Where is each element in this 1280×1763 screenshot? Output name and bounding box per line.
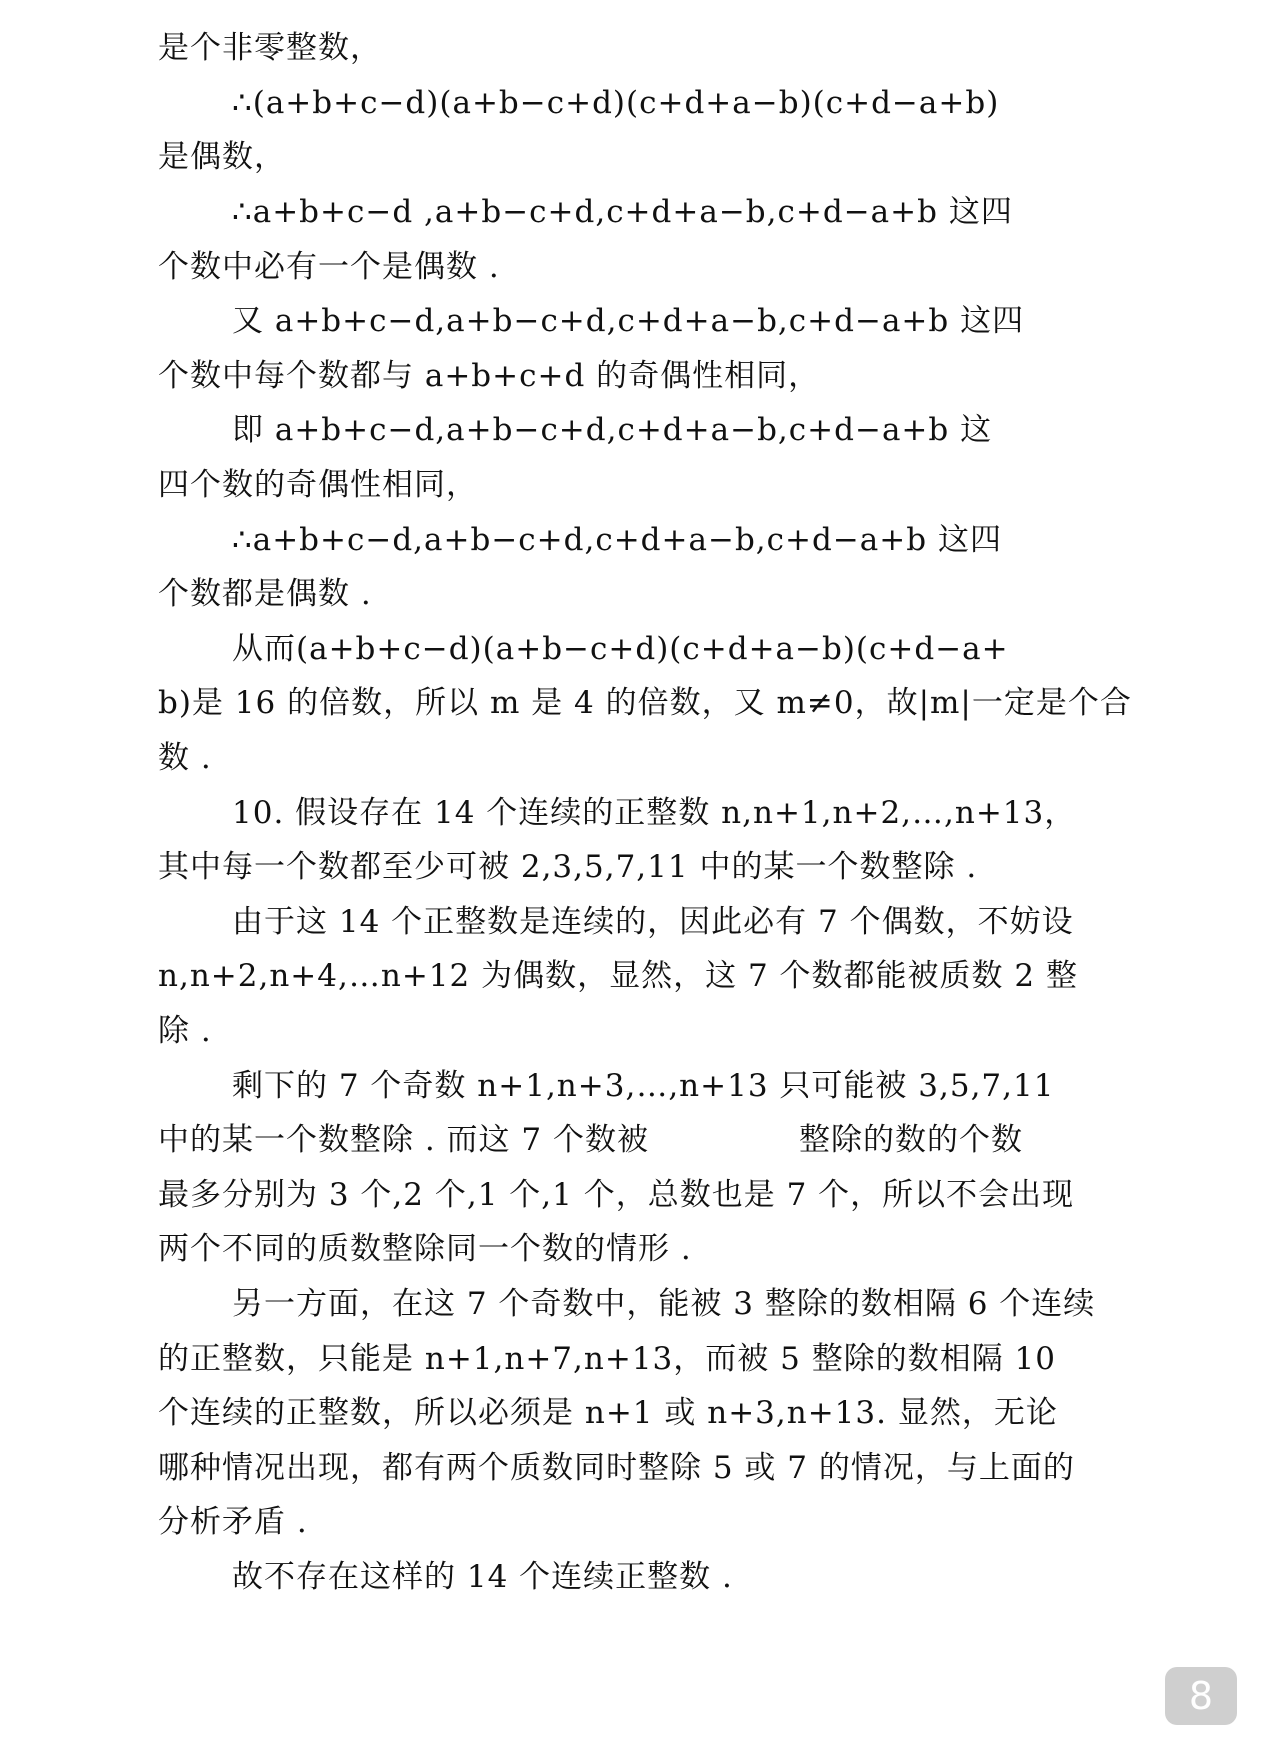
text-line: 个连续的正整数，所以必须是 n+1 或 n+3,n+13. 显然，无论 <box>158 1395 1058 1431</box>
text-line: 其中每一个数都至少可被 2,3,5,7,11 中的某一个数整除 . <box>158 849 978 885</box>
text-line: ∴a+b+c−d,a+b−c+d,c+d+a−b,c+d−a+b 这四 <box>232 522 1002 558</box>
text-line: 分析矛盾 . <box>158 1504 308 1540</box>
text-line: 个数中必有一个是偶数 . <box>158 249 500 285</box>
text-line: 即 a+b+c−d,a+b−c+d,c+d+a−b,c+d−a+b 这 <box>232 412 993 448</box>
text-line: 个数中每个数都与 a+b+c+d 的奇偶性相同， <box>158 358 821 394</box>
document-page <box>158 0 1133 1680</box>
text-line: 除 . <box>158 1013 212 1049</box>
text-line: 剩下的 7 个奇数 n+1,n+3,…,n+13 只可能被 3,5,7,11 <box>232 1068 1055 1104</box>
text-line: 是偶数， <box>158 139 286 175</box>
text-line: 另一方面，在这 7 个奇数中，能被 3 整除的数相隔 6 个连续 <box>232 1286 1096 1322</box>
text-line: 故不存在这样的 14 个连续正整数 . <box>232 1559 733 1595</box>
text-line: 两个不同的质数整除同一个数的情形 . <box>158 1231 692 1267</box>
text-line: 从而(a+b+c−d)(a+b−c+d)(c+d+a−b)(c+d−a+ <box>232 631 1009 667</box>
text-line: 哪种情况出现，都有两个质数同时整除 5 或 7 的情况，与上面的 <box>158 1450 1075 1486</box>
text-line: ∴(a+b+c−d)(a+b−c+d)(c+d+a−b)(c+d−a+b) <box>232 85 1000 121</box>
text-line: 的正整数，只能是 n+1,n+7,n+13，而被 5 整除的数相隔 10 <box>158 1341 1057 1377</box>
text-line: 个数都是偶数 . <box>158 576 372 612</box>
text-line: 数 . <box>158 740 212 776</box>
text-line: 10. 假设存在 14 个连续的正整数 n,n+1,n+2,…,n+13， <box>232 795 1077 831</box>
text-line-part: 中的某一个数整除 . 而这 7 个数被 <box>158 1122 649 1158</box>
text-line: n,n+2,n+4,…n+12 为偶数，显然，这 7 个数都能被质数 2 整 <box>158 958 1078 994</box>
page-number-badge: 8 <box>1165 1667 1237 1725</box>
text-line: ∴a+b+c−d ,a+b−c+d,c+d+a−b,c+d−a+b 这四 <box>232 194 1013 230</box>
text-line: 又 a+b+c−d,a+b−c+d,c+d+a−b,c+d−a+b 这四 <box>232 303 1025 339</box>
text-line: 四个数的奇偶性相同， <box>158 467 478 503</box>
text-line <box>158 1120 1023 1160</box>
text-line: 是个非零整数， <box>158 30 382 66</box>
text-line: 由于这 14 个正整数是连续的，因此必有 7 个偶数，不妨设 <box>232 904 1074 940</box>
text-line: 最多分别为 3 个,2 个,1 个,1 个，总数也是 7 个，所以不会出现 <box>158 1177 1075 1213</box>
text-line-part: 整除的数的个数 <box>799 1122 1023 1158</box>
text-line: b)是 16 的倍数，所以 m 是 4 的倍数，又 m≠0，故|m|一定是个合 <box>158 685 1132 721</box>
